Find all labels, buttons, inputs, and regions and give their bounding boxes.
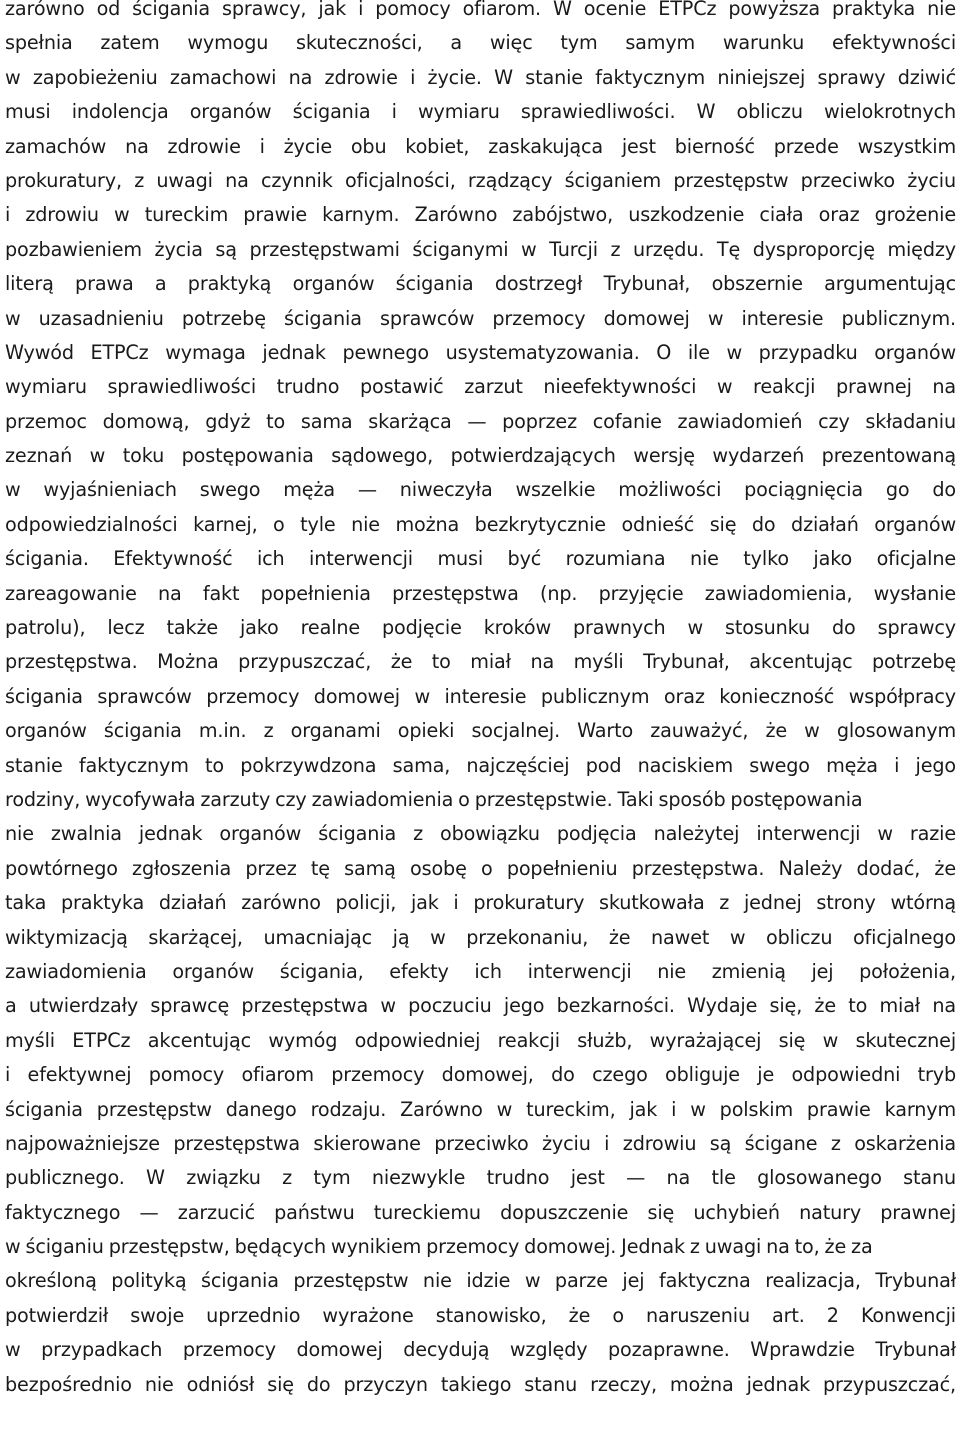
text-line: w zapobieżeniu zamachowi na zdrowie i życie. W stanie faktycznym niniejszej sprawy dziwić — [5, 65, 956, 89]
text-line: pozbawieniem życia są przestępstwami ściganymi w Turcji z urzędu. Tę dysproporcję między — [5, 237, 956, 261]
text-line: zarówno od ścigania sprawcy, jak i pomocy ofiarom. W ocenie ETPCz powyższa praktyka nie — [5, 0, 956, 20]
text-line: i zdrowiu w tureckim prawie karnym. Zarówno zabójstwo, uszkodzenie ciała oraz grożenie — [5, 203, 956, 227]
text-line: publicznego. W związku z tym niezwykle trudno jest — na tle glosowanego stanu — [5, 1166, 956, 1190]
text-line: nie zwalnia jednak organów ścigania z obowiązku podjęcia należytej interwencji w razie — [5, 822, 956, 846]
text-line: odpowiedzialności karnej, o tyle nie można bezkrytycznie odnieść się do działań organów — [5, 512, 956, 536]
text-line: bezpośrednio nie odniósł się do przyczyn takiego stanu rzeczy, można jednak przypuszczać, — [5, 1372, 956, 1396]
text-line: w wyjaśnieniach swego męża — niweczyła wszelkie możliwości pociągnięcia go do — [5, 478, 956, 502]
text-line: Wywód ETPCz wymaga jednak pewnego usystematyzowania. O ile w przypadku organów — [5, 340, 956, 364]
text-line: ścigania. Efektywność ich interwencji musi być rozumiana nie tylko jako oficjalne — [5, 547, 956, 571]
text-line: i efektywnej pomocy ofiarom przemocy domowej, do czego obliguje je odpowiedni tryb — [5, 1063, 956, 1087]
text-line: w uzasadnieniu potrzebę ścigania sprawców przemocy domowej w interesie publicznym. — [5, 306, 956, 330]
text-line: rodziny, wycofywała zarzuty czy zawiadomienia o przestępstwie. Taki sposób postępowania — [5, 787, 863, 811]
text-line: wymiaru sprawiedliwości trudno postawić zarzut nieefektywności w reakcji prawnej na — [5, 375, 956, 399]
text-line: ścigania sprawców przemocy domowej w interesie publicznym oraz konieczność współpracy — [5, 684, 956, 708]
text-line: zamachów na zdrowie i życie obu kobiet, zaskakująca jest bierność przede wszystkim — [5, 134, 956, 158]
text-line: przemoc domową, gdyż to sama skarżąca — poprzez cofanie zawiadomień czy składaniu — [5, 409, 956, 433]
text-line: faktycznego — zarzucić państwu tureckiemu dopuszczenie się uchybień natury prawnej — [5, 1200, 956, 1224]
text-line: spełnia zatem wymogu skuteczności, a więc tym samym warunku efektywności — [5, 31, 956, 55]
text-line: patrolu), lecz także jako realne podjęcie kroków prawnych w stosunku do sprawcy — [5, 616, 956, 640]
text-line: musi indolencja organów ścigania i wymiaru sprawiedliwości. W obliczu wielokrotnych — [5, 100, 956, 124]
text-line: określoną polityką ścigania przestępstw nie idzie w parze jej faktyczna realizacja, Trybunał — [5, 1269, 956, 1293]
text-line: powtórnego zgłoszenia przez tę samą osobę o popełnieniu przestępstwa. Należy dodać, że — [5, 856, 956, 880]
text-line: literą prawa a praktyką organów ścigania dostrzegł Trybunał, obszernie argumentując — [5, 272, 956, 296]
text-line: w przypadkach przemocy domowej decydują względy pozaprawne. Wprawdzie Trybunał — [5, 1338, 956, 1362]
text-line: wiktymizacją skarżącej, umacniając ją w przekonaniu, że nawet w obliczu oficjalnego — [5, 925, 956, 949]
text-line: myśli ETPCz akcentując wymóg odpowiedniej reakcji służb, wyrażającej się w skutecznej — [5, 1028, 956, 1052]
text-line: a utwierdzały sprawcę przestępstwa w poczuciu jego bezkarności. Wydaje się, że to miał na — [5, 994, 956, 1018]
body-text — [5, 0, 956, 1436]
text-line: ścigania przestępstw danego rodzaju. Zarówno w tureckim, jak i w polskim prawie karnym — [5, 1097, 956, 1121]
text-line: taka praktyka działań zarówno policji, jak i prokuratury skutkowała z jednej strony wtórną — [5, 891, 956, 915]
text-line: zawiadomienia organów ścigania, efekty ich interwencji nie zmienią jej położenia, — [5, 959, 956, 983]
text-line — [5, 1402, 956, 1436]
text-line: stanie faktycznym to pokrzywdzona sama, najczęściej pod naciskiem swego męża i jego — [5, 753, 956, 777]
text-line: w ściganiu przestępstw, będących wynikiem przemocy domowej. Jednak z uwagi na to, że za — [5, 1235, 873, 1259]
text-line: najpoważniejsze przestępstwa skierowane przeciwko życiu i zdrowiu są ścigane z oskarżenia — [5, 1131, 956, 1155]
text-line: zeznań w toku postępowania sądowego, potwierdzających wersję wydarzeń prezentowaną — [5, 444, 956, 468]
text-line: prokuratury, z uwagi na czynnik oficjalności, rządzący ściganiem przestępstw przeciwko życiu — [5, 168, 956, 192]
text-line: organów ścigania m.in. z organami opieki socjalnej. Warto zauważyć, że w glosowanym — [5, 719, 956, 743]
text-line: potwierdził swoje uprzednio wyrażone stanowisko, że o naruszeniu art. 2 Konwencji — [5, 1303, 956, 1327]
text-line: przestępstwa. Można przypuszczać, że to miał na myśli Trybunał, akcentując potrzebę — [5, 650, 956, 674]
text-line: zareagowanie na fakt popełnienia przestępstwa (np. przyjęcie zawiadomienia, wysłanie — [5, 581, 956, 605]
